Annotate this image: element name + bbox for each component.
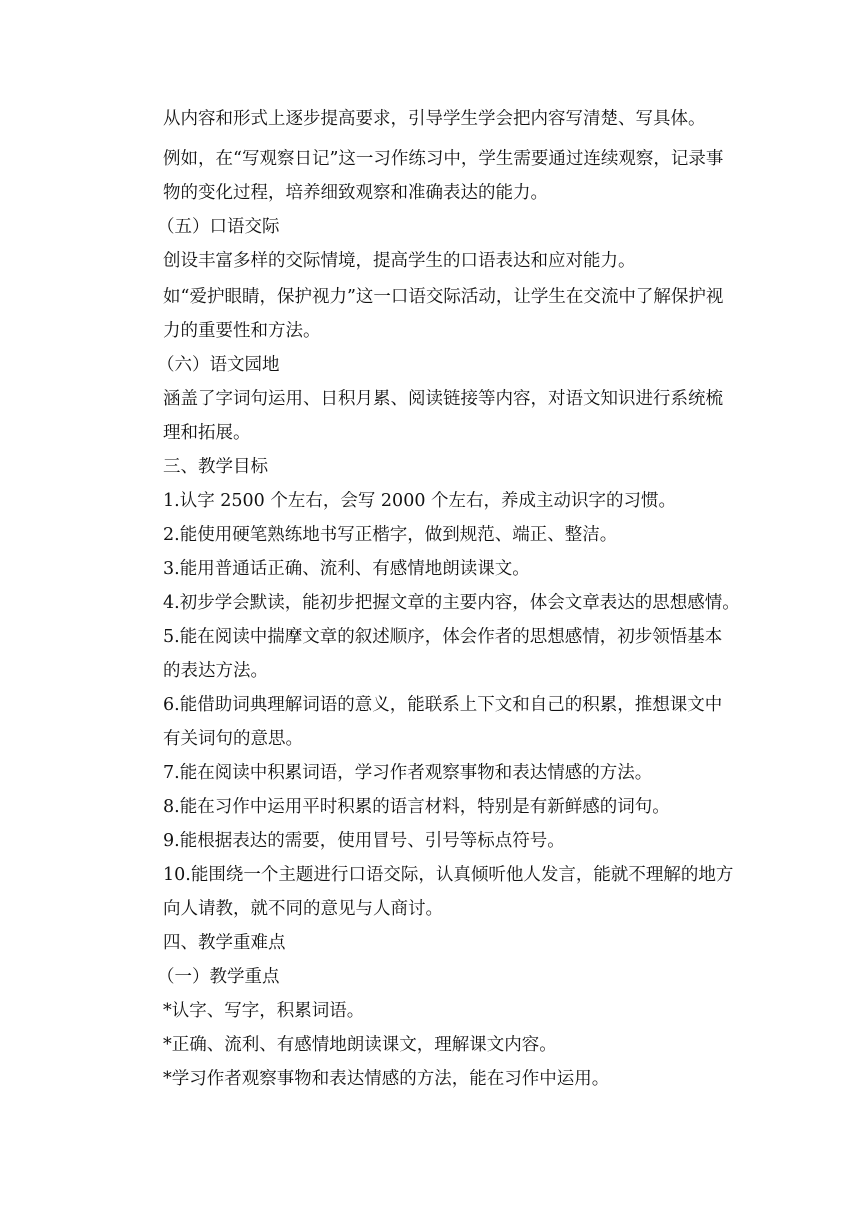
list-item: 10.能围绕一个主题进行口语交际，认真倾听他人发言，能就不理解的地方向人请教，就不同的意见与人商讨。 bbox=[163, 865, 734, 919]
list-item: *认字、写字，积累词语。 bbox=[163, 1001, 365, 1021]
paragraph: 涵盖了字词句运用、日积月累、阅读链接等内容，对语文知识进行系统梳理和拓展。 bbox=[163, 389, 723, 443]
list-item: 2.能使用硬笔熟练地书写正楷字，做到规范、端正、整洁。 bbox=[163, 525, 618, 545]
section-heading: 四、教学重难点 bbox=[163, 933, 286, 953]
paragraph: 创设丰富多样的交际情境，提高学生的口语表达和应对能力。 bbox=[163, 251, 636, 271]
list-item: *正确、流利、有感情地朗读课文，理解课文内容。 bbox=[163, 1035, 557, 1055]
section-heading: 三、教学目标 bbox=[163, 457, 268, 477]
list-item: 7.能在阅读中积累词语，学习作者观察事物和表达情感的方法。 bbox=[163, 763, 653, 783]
section-heading: （一）教学重点 bbox=[157, 967, 280, 987]
list-item: 5.能在阅读中揣摩文章的叙述顺序，体会作者的思想感情，初步领悟基本的表达方法。 bbox=[163, 627, 723, 681]
section-heading: （六）语文园地 bbox=[157, 355, 280, 375]
list-item: 8.能在习作中运用平时积累的语言材料，特别是有新鲜感的词句。 bbox=[163, 797, 670, 817]
list-item: 4.初步学会默读，能初步把握文章的主要内容，体会文章表达的思想感情。 bbox=[163, 593, 740, 613]
section-heading: （五）口语交际 bbox=[157, 217, 280, 237]
list-item: 9.能根据表达的需要，使用冒号、引号等标点符号。 bbox=[163, 831, 565, 851]
list-item: 6.能借助词典理解词语的意义，能联系上下文和自己的积累，推想课文中有关词句的意思。 bbox=[163, 695, 723, 749]
list-item: 3.能用普通话正确、流利、有感情地朗读课文。 bbox=[163, 559, 530, 579]
paragraph: 如“爱护眼睛，保护视力”这一口语交际活动，让学生在交流中了解保护视力的重要性和方法。 bbox=[163, 287, 724, 341]
paragraph: 从内容和形式上逐步提高要求，引导学生学会把内容写清楚、写具体。 bbox=[163, 109, 706, 129]
list-item: 1.认字 2500 个左右，会写 2000 个左右，养成主动识字的习惯。 bbox=[163, 491, 677, 511]
paragraph: 例如，在“写观察日记”这一习作练习中，学生需要通过连续观察，记录事物的变化过程，培养细致观察和准确表达的能力。 bbox=[163, 149, 724, 203]
list-item: *学习作者观察事物和表达情感的方法，能在习作中运用。 bbox=[163, 1069, 610, 1089]
